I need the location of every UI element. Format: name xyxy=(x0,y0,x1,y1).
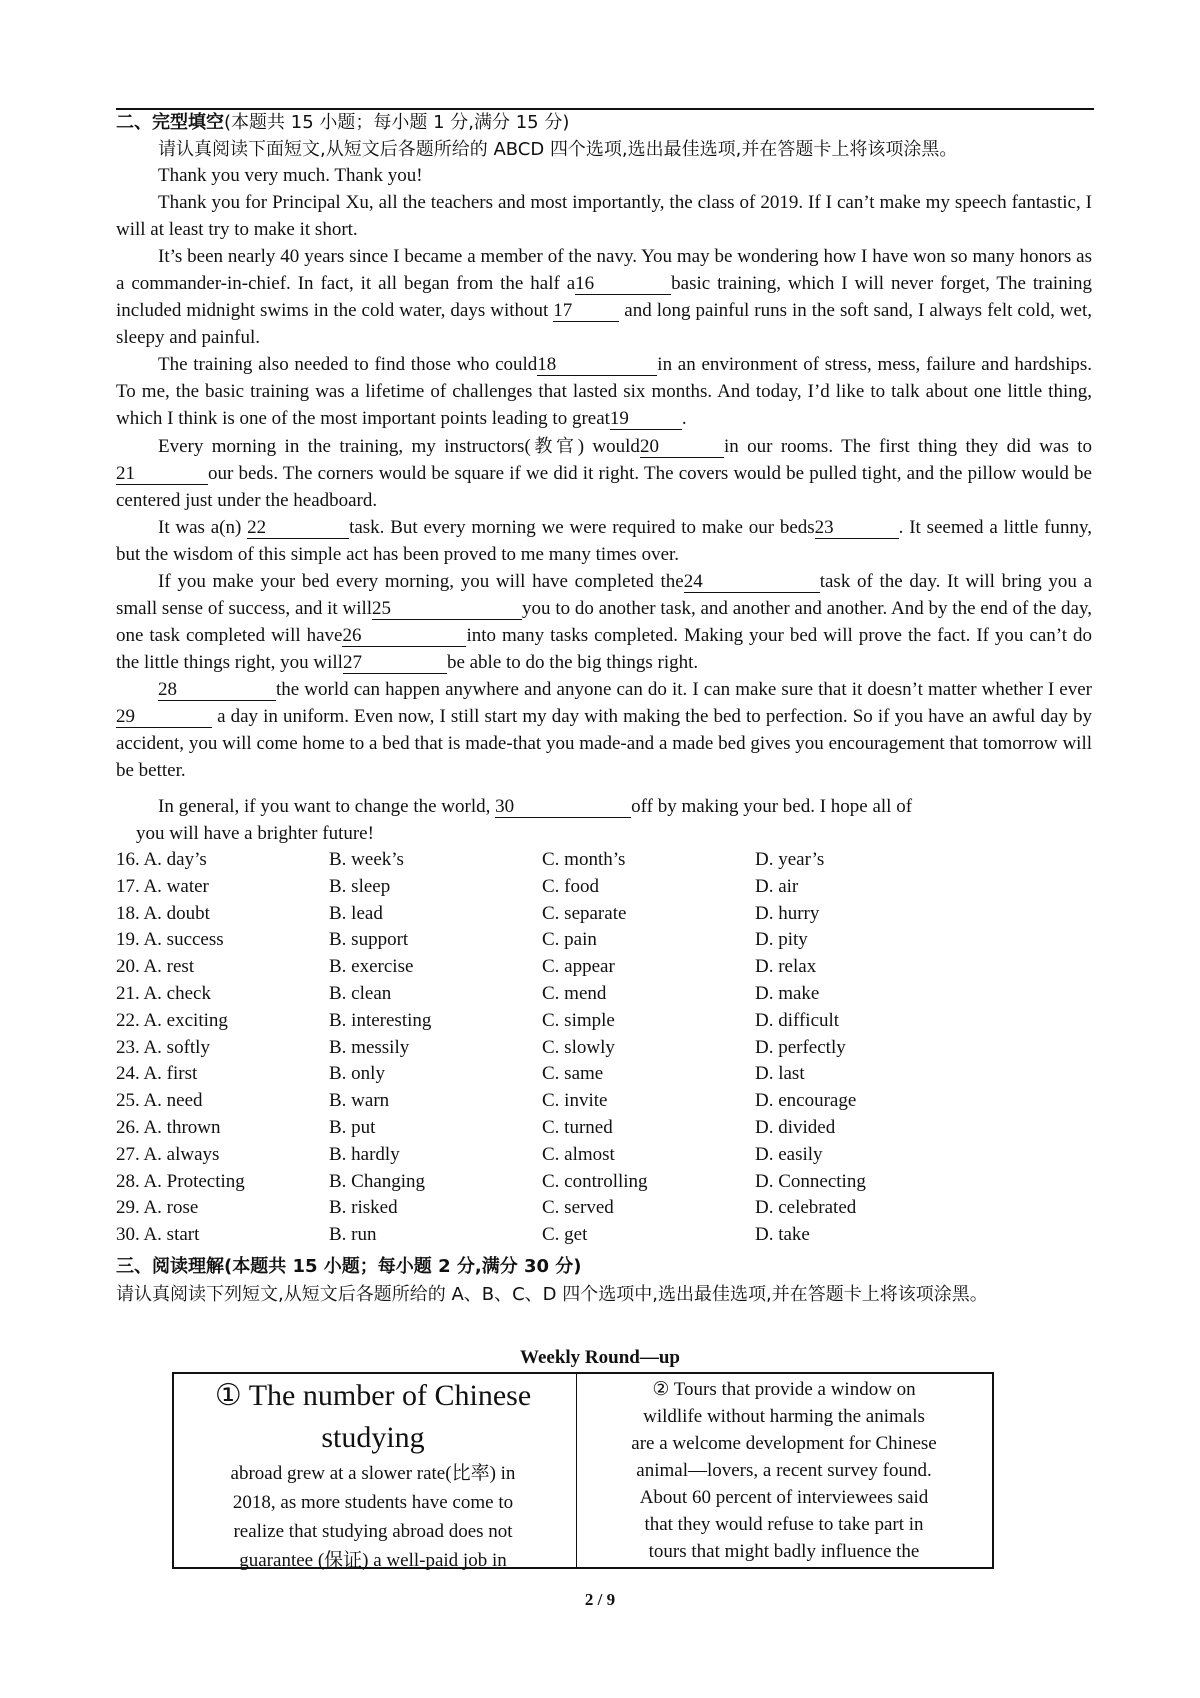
option-b: B. exercise xyxy=(329,956,414,978)
blank-28: 28 xyxy=(158,680,276,701)
passage-p3 xyxy=(116,243,1092,351)
option-a: 27. A. always xyxy=(116,1143,220,1165)
option-c: C. turned xyxy=(542,1116,613,1138)
option-a: 19. A. success xyxy=(116,929,224,951)
option-c: C. food xyxy=(542,875,599,897)
option-c: C. get xyxy=(542,1224,588,1246)
passage-p4 xyxy=(116,351,1092,432)
passage-p4c: . xyxy=(681,408,687,429)
passage-p7e: be able to do the big things right. xyxy=(446,652,699,673)
option-d: D. relax xyxy=(755,956,817,978)
option-b: B. clean xyxy=(329,982,392,1004)
roundup-item-1 xyxy=(174,1374,572,1574)
passage-p8b: a day in uniform. Even now, I still start my day with making the bed to perfection. So if you have an awful day by accident, you will come home to a bed that is made-that you made-and a made bed gives you encouragement that tomorrow will be better. xyxy=(116,706,1093,781)
roundup-item-2-line: that they would refuse to take part in xyxy=(644,1514,924,1535)
passage-p5-cn: 教官 xyxy=(530,436,578,457)
roundup-item-2 xyxy=(578,1374,990,1565)
passage-p7c: you to do another task, and another and another. And by the end of the day, one task completed will have xyxy=(116,598,1092,646)
option-b: B. run xyxy=(329,1224,377,1246)
option-b: B. Changing xyxy=(329,1170,426,1192)
option-d: D. air xyxy=(755,875,799,897)
section2-title-bold: 二、完型填空 xyxy=(116,112,224,133)
passage-p8a: the world can happen anywhere and anyone can do it. I can make sure that it doesn’t matter whether I ever xyxy=(276,679,1092,700)
blank-29: 29 xyxy=(116,707,212,728)
option-b: B. support xyxy=(329,929,409,951)
passage-p5a: Every morning in the training, my instructors( xyxy=(158,436,531,457)
option-a: 20. A. rest xyxy=(116,956,195,978)
passage-p7 xyxy=(116,568,1092,676)
option-c: C. month’s xyxy=(542,849,626,870)
blank-27: 27 xyxy=(343,653,447,674)
blank-19: 19 xyxy=(610,409,682,430)
passage-p6 xyxy=(116,514,1092,568)
option-d: D. divided xyxy=(755,1116,836,1138)
option-d: D. hurry xyxy=(755,902,820,924)
option-row xyxy=(116,1222,996,1249)
passage-p6c: . It seemed a little funny, but the wisdom of this simple act has been proved to me many times over. xyxy=(116,517,1092,565)
option-b: B. messily xyxy=(329,1036,410,1058)
option-a: 17. A. water xyxy=(116,875,209,897)
option-row xyxy=(116,1142,996,1169)
passage-p9-cont: you will have a brighter future! xyxy=(136,823,374,844)
option-b: B. risked xyxy=(329,1197,398,1219)
option-row xyxy=(116,847,996,874)
passage-p2: Thank you for Principal Xu, all the teachers and most importantly, the class of 2019. If I can’t make my speech fantastic, I will at least try to make it short. xyxy=(116,192,1092,240)
option-d: D. encourage xyxy=(755,1090,857,1112)
option-d: D. perfectly xyxy=(755,1036,846,1058)
option-d: D. easily xyxy=(755,1143,823,1165)
option-c: C. controlling xyxy=(542,1170,648,1192)
option-row xyxy=(116,1008,996,1035)
passage-p9b: off by making your bed. I hope all of xyxy=(631,796,913,817)
roundup-item-1-line: 2018, as more students have come to xyxy=(232,1492,514,1513)
passage-p3a: It’s been nearly 40 years since I became a member of the navy. You may be wondering how I have won so many honors as a commander-in-chief. In fact, it all began from the half a xyxy=(116,246,1092,294)
option-c: C. separate xyxy=(542,902,627,924)
option-a: 26. A. thrown xyxy=(116,1116,221,1138)
option-a: 24. A. first xyxy=(116,1063,198,1085)
passage-p5c: in our rooms. The first thing they did was to xyxy=(723,436,1093,457)
passage-p5d: our beds. The corners would be square if we did it right. The covers would be pulled tight, and the pillow would be centered just under the headboard. xyxy=(116,463,1092,511)
roundup-item-1-heading-l1: ① The number of Chinese xyxy=(214,1379,532,1412)
passage-p5b: ) would xyxy=(577,436,640,457)
option-d: D. take xyxy=(755,1224,810,1246)
option-c: C. same xyxy=(542,1063,604,1085)
weekly-roundup-table xyxy=(172,1372,994,1569)
option-c: C. pain xyxy=(542,929,597,951)
blank-23: 23 xyxy=(815,518,899,539)
blank-26: 26 xyxy=(342,626,466,647)
option-c: C. mend xyxy=(542,982,607,1004)
section3-instruction: 请认真阅读下列短文,从短文后各题所给的 A、B、C、D 四个选项中,选出最佳选项,并在答题卡上将该项涂黑。 xyxy=(116,1284,988,1305)
option-c: C. slowly xyxy=(542,1036,615,1058)
option-b: B. put xyxy=(329,1116,376,1138)
roundup-item-2-line: animal—lovers, a recent survey found. xyxy=(636,1460,932,1481)
passage-p1: Thank you very much. Thank you! xyxy=(158,165,423,186)
roundup-item-1-line: abroad grew at a slower rate(比率) in xyxy=(230,1463,516,1484)
option-row xyxy=(116,1169,996,1196)
option-c: C. invite xyxy=(542,1090,608,1112)
roundup-item-1-line: realize that studying abroad does not xyxy=(233,1521,513,1542)
option-a: 16. A. day’s xyxy=(116,849,207,870)
option-c: C. simple xyxy=(542,1009,615,1031)
option-c: C. appear xyxy=(542,956,615,978)
option-b: B. week’s xyxy=(329,849,404,870)
passage-p4b: in an environment of stress, mess, failure and hardships. To me, the basic training was a lifetime of challenges that lasted six months. And today, I’d like to talk about one little thing, which I think is one of the most important points leading to great xyxy=(116,354,1092,429)
page-number: 2 / 9 xyxy=(584,1590,616,1609)
weekly-roundup-title: Weekly Round—up xyxy=(520,1347,680,1368)
option-b: B. sleep xyxy=(329,875,391,897)
option-row xyxy=(116,1115,996,1142)
option-a: 25. A. need xyxy=(116,1090,203,1112)
blank-18: 18 xyxy=(537,355,657,376)
blank-20: 20 xyxy=(640,437,724,458)
option-d: D. last xyxy=(755,1063,805,1085)
option-b: B. interesting xyxy=(329,1009,432,1031)
passage-p7d: into many tasks completed. Making your bed will prove the fact. If you can’t do the little things right, you will xyxy=(116,625,1092,673)
roundup-item-2-line: tours that might badly influence the xyxy=(648,1541,920,1562)
option-d: D. difficult xyxy=(755,1009,840,1031)
option-row xyxy=(116,981,996,1008)
table-divider xyxy=(576,1374,577,1567)
passage-p3b: basic training, which I will never forget, The training included midnight swims in the cold water, days without xyxy=(116,273,1092,321)
option-a: 29. A. rose xyxy=(116,1197,199,1219)
blank-22: 22 xyxy=(247,518,349,539)
option-a: 22. A. exciting xyxy=(116,1009,228,1031)
option-row xyxy=(116,927,996,954)
passage-p8 xyxy=(116,676,1092,784)
option-row xyxy=(116,901,996,928)
option-d: D. Connecting xyxy=(755,1170,866,1192)
passage-p6b: task. But every morning we were required to make our beds xyxy=(349,517,815,538)
section3-title: 三、阅读理解(本题共 15 小题；每小题 2 分,满分 30 分) xyxy=(116,1256,582,1277)
passage-p6a: It was a(n) xyxy=(158,517,242,538)
option-b: B. warn xyxy=(329,1090,390,1112)
option-d: D. year’s xyxy=(755,849,825,870)
option-b: B. hardly xyxy=(329,1143,400,1165)
roundup-item-2-line: are a welcome development for Chinese xyxy=(631,1433,937,1454)
option-a: 21. A. check xyxy=(116,982,211,1004)
passage-p7b: task of the day. It will bring you a small sense of success, and it will xyxy=(116,571,1093,619)
section2-title xyxy=(116,109,569,136)
option-a: 23. A. softly xyxy=(116,1036,210,1058)
option-b: B. only xyxy=(329,1063,385,1085)
option-row xyxy=(116,1061,996,1088)
roundup-item-2-line: ② Tours that provide a window on xyxy=(652,1379,916,1400)
option-a: 18. A. doubt xyxy=(116,902,210,924)
roundup-item-2-line: About 60 percent of interviewees said xyxy=(639,1487,929,1508)
option-b: B. lead xyxy=(329,902,383,924)
section2-instruction: 请认真阅读下面短文,从短文后各题所给的 ABCD 四个选项,选出最佳选项,并在答题卡上将该项涂黑。 xyxy=(158,139,958,160)
option-row xyxy=(116,1195,996,1222)
section2-title-rest: (本题共 15 小题；每小题 1 分,满分 15 分) xyxy=(224,112,570,133)
blank-21: 21 xyxy=(116,464,208,485)
option-c: C. almost xyxy=(542,1143,615,1165)
option-d: D. make xyxy=(755,982,820,1004)
blank-16: 16 xyxy=(575,274,671,295)
option-a: 28. A. Protecting xyxy=(116,1170,245,1192)
option-row xyxy=(116,1088,996,1115)
passage-p9a: In general, if you want to change the world, xyxy=(158,796,491,817)
option-c: C. served xyxy=(542,1197,614,1219)
blank-25: 25 xyxy=(372,599,522,620)
option-row xyxy=(116,874,996,901)
option-d: D. celebrated xyxy=(755,1197,857,1219)
option-d: D. pity xyxy=(755,929,808,951)
passage-p7a: If you make your bed every morning, you will have completed the xyxy=(158,571,684,592)
option-row xyxy=(116,1035,996,1062)
passage-p3c: and long painful runs in the soft sand, I always felt cold, wet, sleepy and painful. xyxy=(116,300,1093,348)
blank-30: 30 xyxy=(495,797,631,818)
roundup-item-2-line: wildlife without harming the animals xyxy=(643,1406,925,1427)
blank-24: 24 xyxy=(684,572,820,593)
blank-17: 17 xyxy=(553,301,619,322)
passage-p9 xyxy=(116,793,1016,820)
roundup-item-1-heading-l2: studying xyxy=(321,1421,425,1454)
roundup-item-1-line: guarantee (保证) a well-paid job in xyxy=(239,1550,507,1571)
options-list xyxy=(116,847,996,1249)
passage-p4a: The training also needed to find those who could xyxy=(158,354,538,375)
option-row xyxy=(116,954,996,981)
passage-p5 xyxy=(116,433,1092,514)
option-a: 30. A. start xyxy=(116,1224,200,1246)
